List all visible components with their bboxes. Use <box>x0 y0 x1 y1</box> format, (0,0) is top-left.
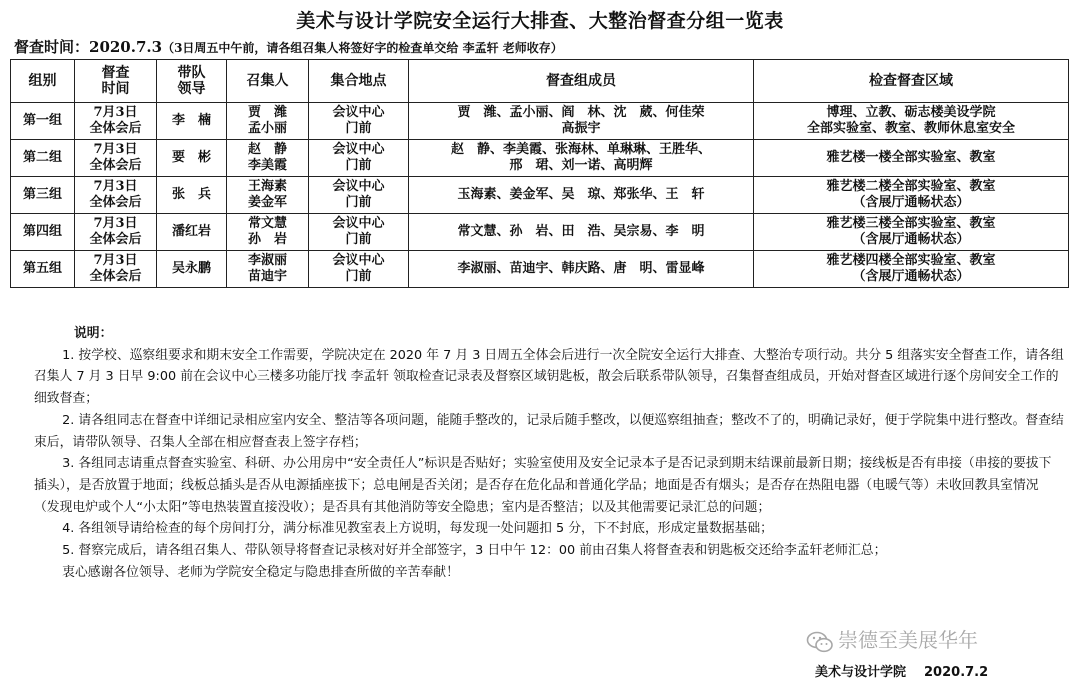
convener-cell: 贾 潍 孟小丽 <box>227 103 309 140</box>
group-cell: 第二组 <box>11 140 75 177</box>
inspection-time-note: （3日周五中午前，请各组召集人将签好字的检查单交给 李孟轩 老师收存） <box>162 41 563 55</box>
leader-cell: 李 楠 <box>157 103 227 140</box>
group-cell: 第五组 <box>11 251 75 288</box>
watermark-text: 崇德至美展华年 <box>838 628 978 652</box>
group-cell: 第四组 <box>11 214 75 251</box>
table-row <box>11 251 1069 288</box>
footer-org: 美术与设计学院 <box>815 665 907 680</box>
table-row <box>11 177 1069 214</box>
time-cell: 7月3日 全体会后 <box>75 103 157 140</box>
area-cell: 雅艺楼三楼全部实验室、教室 （含展厅通畅状态） <box>754 214 1069 251</box>
wechat-watermark <box>806 624 1076 654</box>
time-cell: 7月3日 全体会后 <box>75 177 157 214</box>
footer-date: 2020.7.2 <box>924 665 989 680</box>
header-convener: 召集人 <box>227 60 309 103</box>
place-cell: 会议中心 门前 <box>309 214 409 251</box>
group-cell: 第一组 <box>11 103 75 140</box>
place-cell: 会议中心 门前 <box>309 140 409 177</box>
inspection-time-label: 督查时间：2020.7.3 <box>14 38 163 56</box>
members-cell: 贾 潍、孟小丽、阎 林、沈 葳、何佳荣 高振宇 <box>409 103 754 140</box>
members-cell: 常文慧、孙 岩、田 浩、吴宗易、李 明 <box>409 214 754 251</box>
table-header-row <box>11 60 1069 103</box>
convener-cell: 常文慧 孙 岩 <box>227 214 309 251</box>
header-group: 组别 <box>11 60 75 103</box>
members-cell: 李淑丽、苗迪宇、韩庆路、唐 明、雷显峰 <box>409 251 754 288</box>
time-cell: 7月3日 全体会后 <box>75 214 157 251</box>
note-paragraph: 4. 各组领导请给检查的每个房间打分，满分标准见教室表上方说明，每发现一处问题扣 5 分，下不封底，形成定量数据基础； <box>62 521 773 537</box>
note-paragraph: 3. 各组同志请重点督查实验室、科研、办公用房中“安全责任人”标识是否贴好；实验室使用及安全记录本子是否记录到期末结课前最新日期；接线板是否有串接（串接的要拔下插头），是否放置于地面；线板总插头是否从电源插座拔下；总电闸是否关闭；是否存在危化品和普通化学品；地面是否有烟头；是否存在热阻电器（电暖气等）未收回教具室情况（发现电炉或个人“小太阳”等电热装置直接没收）；是否具有其他消防等安全隐患；室内是否整洁；以及其他需要记录汇总的问题； <box>34 456 1052 515</box>
note-paragraph: 2. 请各组同志在督查中详细记录相应室内安全、整洁等各项问题，能随手整改的，记录后随手整改，以便巡察组抽查；整改不了的，明确记录好，便于学院集中进行整改。督查结束后，请带队领导、召集人全部在相应督查表上签字存档； <box>34 412 1064 450</box>
members-cell: 赵 静、李美霞、张海林、单琳琳、王胜华、 邢 珺、刘一诺、高明辉 <box>409 140 754 177</box>
document-title: 美术与设计学院安全运行大排查、大整治督查分组一览表 <box>296 10 784 32</box>
header-area: 检查督查区域 <box>754 60 1069 103</box>
group-cell: 第三组 <box>11 177 75 214</box>
table-row <box>11 214 1069 251</box>
wechat-icon <box>806 630 834 654</box>
area-cell: 博理、立教、砺志楼美设学院 全部实验室、教室、教师休息室安全 <box>754 103 1069 140</box>
members-cell: 玉海素、姜金军、吴 琼、郑张华、王 轩 <box>409 177 754 214</box>
note-paragraph: 1. 按学校、巡察组要求和期末安全工作需要，学院决定在 2020 年 7 月 3 日周五全体会后进行一次全院安全运行大排查、大整治专项行动。共分 5 组落实安全督查工作，请各组 召集人 7 月 3 日早 9:00 前在会议中心三楼多功能厅找 李孟轩 领取检查记录表及督察区域钥匙板，散会后联系带队领导，召集督查组成员，开始对督查区域进行逐个房间安全工作的细致督查； <box>34 347 1064 407</box>
time-cell: 7月3日 全体会后 <box>75 251 157 288</box>
header-place: 集合地点 <box>309 60 409 103</box>
note-paragraph: 衷心感谢各位领导、老师为学院安全稳定与隐患排查所做的辛苦奉献！ <box>62 564 459 580</box>
inspection-time-line <box>14 36 1074 57</box>
place-cell: 会议中心 门前 <box>309 177 409 214</box>
header-members: 督查组成员 <box>409 60 754 103</box>
notes-section <box>34 323 1064 583</box>
header-leader: 带队 领导 <box>157 60 227 103</box>
convener-cell: 王海素 姜金军 <box>227 177 309 214</box>
footer-signature <box>815 661 1075 680</box>
table-row <box>11 140 1069 177</box>
area-cell: 雅艺楼四楼全部实验室、教室 （含展厅通畅状态） <box>754 251 1069 288</box>
leader-cell: 张 兵 <box>157 177 227 214</box>
area-cell: 雅艺楼一楼全部实验室、教室 <box>754 140 1069 177</box>
leader-cell: 潘红岩 <box>157 214 227 251</box>
leader-cell: 吴永鹏 <box>157 251 227 288</box>
time-cell: 7月3日 全体会后 <box>75 140 157 177</box>
convener-cell: 赵 静 李美霞 <box>227 140 309 177</box>
notes-heading: 说明： <box>74 326 113 341</box>
header-time: 督查 时间 <box>75 60 157 103</box>
leader-cell: 要 彬 <box>157 140 227 177</box>
convener-cell: 李淑丽 苗迪宇 <box>227 251 309 288</box>
place-cell: 会议中心 门前 <box>309 103 409 140</box>
area-cell: 雅艺楼二楼全部实验室、教室 （含展厅通畅状态） <box>754 177 1069 214</box>
note-paragraph: 5. 督察完成后，请各组召集人、带队领导将督查记录核对好并全部签字，3 日中午 12：00 前由召集人将督查表和钥匙板交还给李孟轩老师汇总； <box>62 543 887 559</box>
group-table <box>10 59 1069 288</box>
place-cell: 会议中心 门前 <box>309 251 409 288</box>
table-row <box>11 103 1069 140</box>
